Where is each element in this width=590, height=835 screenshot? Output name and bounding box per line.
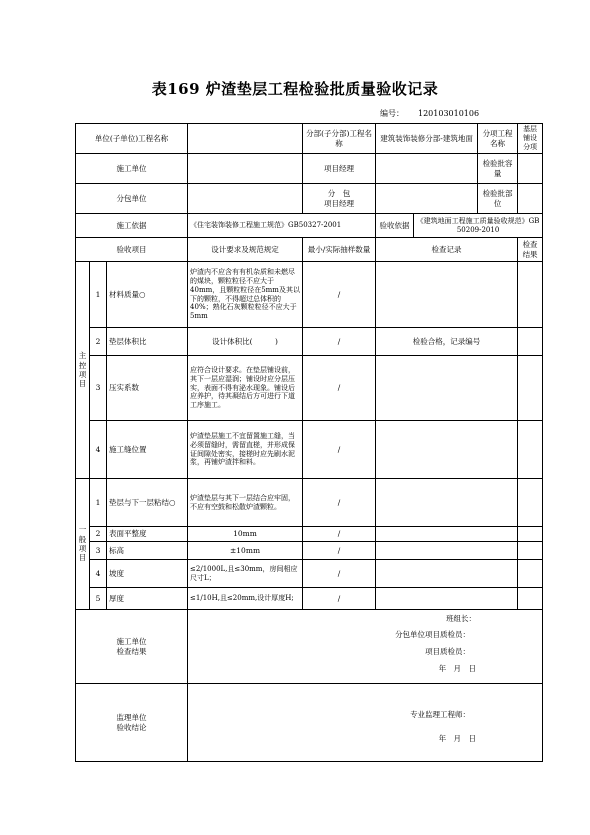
item-no: 4: [90, 560, 107, 588]
item-record: [376, 421, 518, 479]
basis-value: 《住宅装饰装修工程施工规范》GB50327-2001: [188, 214, 376, 238]
unit-name-label: 单位(子单位)工程名称: [76, 124, 188, 154]
item-name-value: 基层铺设分项: [518, 124, 543, 154]
supervision-row: [76, 684, 543, 762]
item-result: [518, 560, 543, 588]
accept-basis-value: 《建筑地面工程施工质量验收规范》GB 50209-2010: [414, 214, 543, 238]
col-record: 检查记录: [376, 238, 518, 262]
item-name: 施工缝位置: [107, 421, 188, 479]
item-no: 2: [90, 328, 107, 356]
project-qc-line: 项目质检员：: [425, 646, 471, 656]
subpart-name-label: 分部(子分部)工程名称: [303, 124, 376, 154]
pm-label: 项目经理: [303, 154, 376, 184]
item-result: [518, 356, 543, 421]
construction-unit-value: [188, 154, 303, 184]
construction-check-label: 施工单位 检查结果: [76, 610, 188, 684]
subcontract-value: [188, 184, 303, 214]
header-row-unit: [76, 124, 543, 154]
item-name: 压实系数: [107, 356, 188, 421]
table-row: [76, 328, 543, 356]
header-row-basis: [76, 214, 543, 238]
column-header-row: [76, 238, 543, 262]
item-result: [518, 588, 543, 610]
subpart-name-value: 建筑装饰装修分部-建筑地面: [376, 124, 478, 154]
item-design: 炉渣内不应含有有机杂质和未燃尽的煤块，颗粒粒径不应大于40mm，且颗粒粒径在5mm及其以下的颗粒，不得超过总体积的40%；熟化石灰颗粒粒径不应大于5mm: [188, 262, 303, 328]
item-no: 1: [90, 479, 107, 527]
item-name: 厚度: [107, 588, 188, 610]
item-design: 炉渣垫层与其下一层结合应牢固，不应有空鼓和松散炉渣颗粒。: [188, 479, 303, 527]
page-title: 表169 炉渣垫层工程检验批质量验收记录: [151, 80, 439, 98]
item-result: [518, 328, 543, 356]
item-name: 标高: [107, 542, 188, 560]
item-sample: /: [303, 560, 376, 588]
header-row-subcontract: [76, 184, 543, 214]
subcontract-label: 分包单位: [76, 184, 188, 214]
table-row: [76, 588, 543, 610]
supervision-date: 年 月 日: [438, 733, 477, 743]
item-result: [518, 262, 543, 328]
record-code: [380, 108, 479, 119]
pm-value: [376, 154, 478, 184]
item-record: [376, 356, 518, 421]
col-sample: 最小/实际抽样数量: [303, 238, 376, 262]
table-row: [76, 560, 543, 588]
code-value: 120103010106: [418, 109, 480, 118]
batch-part-label: 检验批部位: [478, 184, 518, 214]
item-name: 材料质量○: [107, 262, 188, 328]
team-leader-line: 班组长：: [446, 614, 477, 623]
sub-pm-value: [376, 184, 478, 214]
item-design: ±10mm: [188, 542, 303, 560]
item-design: 炉渣垫层施工不宜留置施工缝，当必须留缝时，需留直槎，并形成保证间隙处密实，接槎时应先刷水泥浆，再铺炉渣拌和料。: [188, 421, 303, 479]
item-name: 垫层体积比: [107, 328, 188, 356]
table-row: [76, 421, 543, 479]
col-design: 设计要求及规范规定: [188, 238, 303, 262]
col-result: 检查结果: [518, 238, 543, 262]
supervision-label: 监理单位 验收结论: [76, 684, 188, 762]
item-sample: /: [303, 356, 376, 421]
item-design: ≤1/10H,且≤20mm,设计厚度H;: [188, 588, 303, 610]
item-design: 10mm: [188, 527, 303, 542]
batch-capacity-label: 检验批容量: [478, 154, 518, 184]
batch-capacity-value: [518, 154, 543, 184]
table-row: [76, 356, 543, 421]
accept-basis-label: 验收依据: [376, 214, 414, 238]
construction-check-row: [76, 610, 543, 684]
table-row: [76, 479, 543, 527]
item-design: ≤2/1000L,且≤30mm，房间相应尺寸L；: [188, 560, 303, 588]
item-record: [376, 527, 518, 542]
col-item: 验收项目: [76, 238, 188, 262]
item-no: 4: [90, 421, 107, 479]
table-row: [76, 262, 543, 328]
item-design: 设计体积比( ): [188, 328, 303, 356]
code-label: 编号：: [380, 109, 404, 118]
general-items-label: 一 般 项 目: [76, 479, 90, 610]
item-sample: /: [303, 588, 376, 610]
item-result: [518, 527, 543, 542]
item-name: 坡度: [107, 560, 188, 588]
batch-part-value: [518, 184, 543, 214]
item-no: 5: [90, 588, 107, 610]
unit-name-value: [188, 124, 303, 154]
item-result: [518, 421, 543, 479]
item-name: 表面平整度: [107, 527, 188, 542]
item-record: [376, 479, 518, 527]
inspection-table: [75, 123, 543, 762]
construction-date: 年 月 日: [438, 664, 477, 674]
item-sample: /: [303, 479, 376, 527]
item-result: [518, 542, 543, 560]
header-row-construction: [76, 154, 543, 184]
item-no: 3: [90, 356, 107, 421]
item-record: [376, 542, 518, 560]
item-result: [518, 479, 543, 527]
table-row: [76, 527, 543, 542]
item-sample: /: [303, 542, 376, 560]
supervision-engineer-line: 专业监理工程师：: [410, 710, 471, 720]
item-sample: /: [303, 328, 376, 356]
item-record: 检验合格，记录编号: [376, 328, 518, 356]
item-no: 1: [90, 262, 107, 328]
sub-pm-label: 分 包 项目经理: [303, 184, 376, 214]
item-no: 3: [90, 542, 107, 560]
basis-label: 施工依据: [76, 214, 188, 238]
item-name-label: 分项工程名称: [478, 124, 518, 154]
item-design: 应符合设计要求。在垫层铺设前，其下一层应湿润；铺设时应分层压实，表面不得有泌水现象。铺设后应养护，待其凝结后方可进行下道工序施工。: [188, 356, 303, 421]
item-sample: /: [303, 527, 376, 542]
supervision-signatures: [188, 684, 543, 762]
item-record: [376, 588, 518, 610]
table-row: [76, 542, 543, 560]
item-name: 垫层与下一层粘结○: [107, 479, 188, 527]
item-record: [376, 560, 518, 588]
sub-qc-line: 分包单位项目质检员：: [395, 630, 471, 640]
item-sample: /: [303, 262, 376, 328]
item-record: [376, 262, 518, 328]
main-items-label: 主 控 项 目: [76, 262, 90, 479]
item-sample: /: [303, 421, 376, 479]
item-no: 2: [90, 527, 107, 542]
construction-unit-label: 施工单位: [76, 154, 188, 184]
construction-check-signatures: [188, 610, 543, 684]
